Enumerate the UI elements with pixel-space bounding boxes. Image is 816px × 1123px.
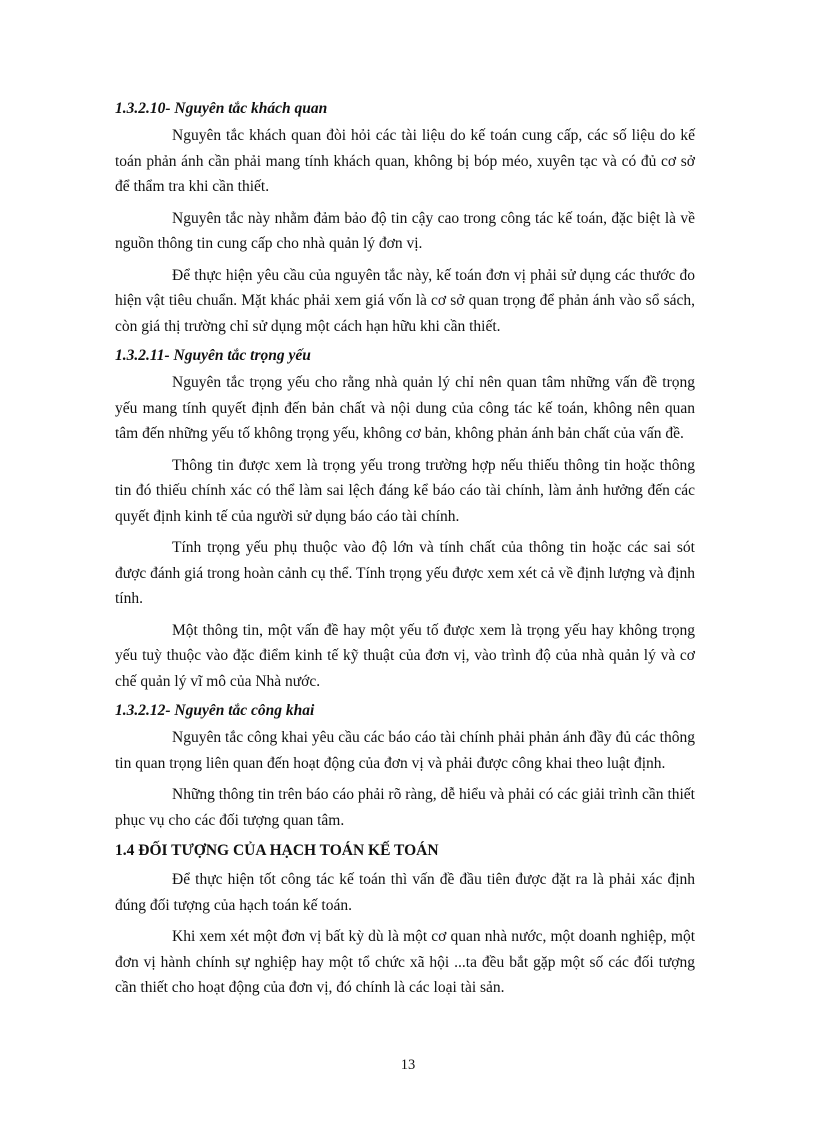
paragraph: Tính trọng yếu phụ thuộc vào độ lớn và tính chất của thông tin hoặc các sai sót được đánh giá trong hoàn cảnh cụ thể. Tính trọng yếu được xem xét cả về định lượng và định tính. (115, 539, 695, 607)
section-1-3-2-10 (115, 98, 695, 339)
section-1-3-2-12 (115, 700, 695, 833)
paragraph: Nguyên tắc khách quan đòi hỏi các tài liệu do kế toán cung cấp, các số liệu do kế toán phản ánh cần phải mang tính khách quan, không bị bóp méo, xuyên tạc và có đủ cơ sở để thẩm tra khi cần thiết. (115, 127, 695, 195)
section-1-3-2-11 (115, 345, 695, 694)
document-page (115, 98, 695, 1007)
paragraph: Để thực hiện yêu cầu của nguyên tắc này, kế toán đơn vị phải sử dụng các thước đo hiện vật tiêu chuẩn. Mặt khác phải xem giá vốn là cơ sở quan trọng để phản ánh vào sổ sách, còn giá thị trường chỉ sử dụng một cách hạn hữu khi cần thiết. (115, 266, 695, 335)
section-1-4 (115, 839, 695, 1001)
section-heading: 1.3.2.11- Nguyên tắc trọng yếu (115, 347, 311, 364)
paragraph: Một thông tin, một vấn đề hay một yếu tố được xem là trọng yếu hay không trọng yếu tuỳ thuộc vào đặc điểm kinh tế kỹ thuật của đơn vị, vào trình độ của nhà quản lý và cơ chế quản lý vĩ mô của Nhà nước. (115, 621, 695, 690)
section-heading: 1.3.2.12- Nguyên tắc công khai (115, 702, 315, 719)
page-number: 13 (400, 1057, 416, 1073)
paragraph: Nguyên tắc trọng yếu cho rằng nhà quản lý chỉ nên quan tâm những vấn đề trọng yếu mang tính quyết định đến bản chất và nội dung của công tác kế toán, không nên quan tâm đến những yếu tố không trọng yếu, không cơ bản, không phản ánh bản chất của vấn đề. (115, 374, 695, 442)
paragraph: Thông tin được xem là trọng yếu trong trường hợp nếu thiếu thông tin hoặc thông tin đó thiếu chính xác có thể làm sai lệch đáng kể báo cáo tài chính, làm ảnh hưởng đến các quyết định kinh tế của người sử dụng báo cáo tài chính. (115, 456, 695, 525)
paragraph: Nguyên tắc này nhằm đảm bảo độ tin cậy cao trong công tác kế toán, đặc biệt là về nguồn thông tin cung cấp cho nhà quản lý đơn vị. (115, 209, 695, 252)
section-heading: 1.3.2.10- Nguyên tắc khách quan (115, 100, 328, 117)
major-section-heading: 1.4 ĐỐI TƯỢNG CỦA HẠCH TOÁN KẾ TOÁN (115, 842, 439, 859)
paragraph: Để thực hiện tốt công tác kế toán thì vấn đề đầu tiên được đặt ra là phải xác định đúng đối tượng của hạch toán kế toán. (115, 871, 695, 914)
paragraph: Nguyên tắc công khai yêu cầu các báo cáo tài chính phải phản ánh đầy đủ các thông tin quan trọng liên quan đến hoạt động của đơn vị và phải được công khai theo luật định. (115, 729, 695, 772)
paragraph: Khi xem xét một đơn vị bất kỳ dù là một cơ quan nhà nước, một doanh nghiệp, một đơn vị hành chính sự nghiệp hay một tổ chức xã hội ...ta đều bắt gặp một số các đối tượng cần thiết cho hoạt động của đơn vị, đó chính là các loại tài sản. (115, 928, 695, 996)
paragraph: Những thông tin trên báo cáo phải rõ ràng, dễ hiểu và phải có các giải trình cần thiết phục vụ cho các đối tượng quan tâm. (115, 786, 695, 829)
